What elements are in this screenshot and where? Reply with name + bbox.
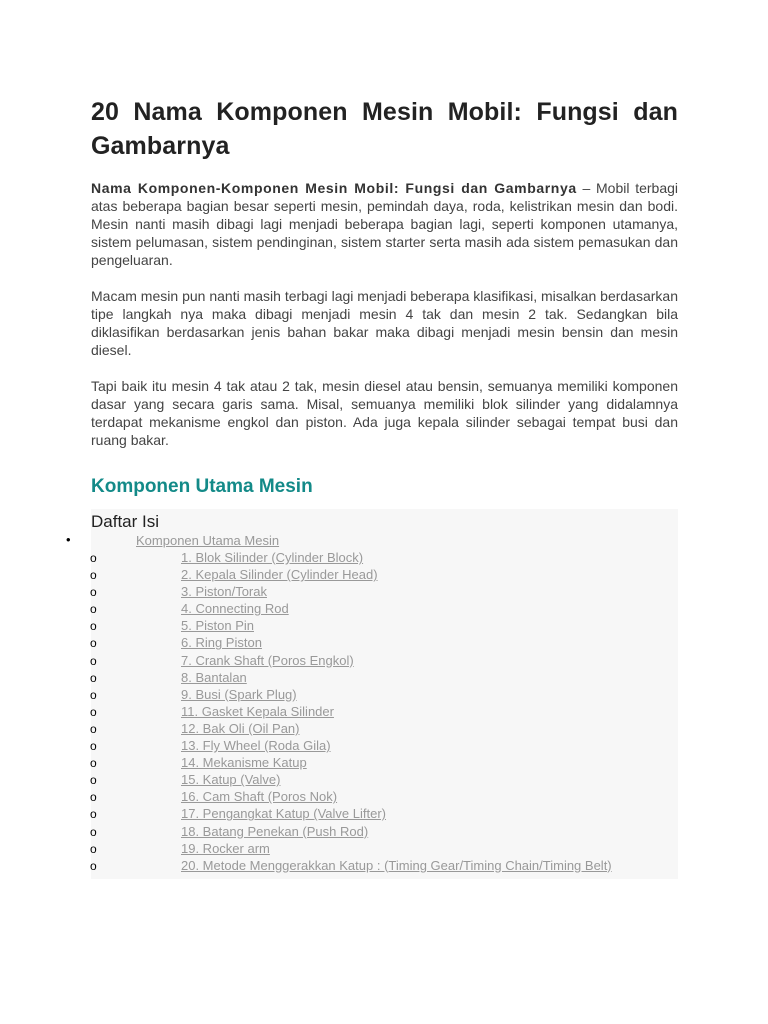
toc-item xyxy=(91,841,678,858)
article xyxy=(66,95,678,879)
toc-top-item xyxy=(66,532,678,550)
toc-item xyxy=(91,858,678,875)
toc-link[interactable]: 3. Piston/Torak xyxy=(181,584,267,600)
toc-item xyxy=(91,772,678,789)
toc-item xyxy=(91,635,678,652)
circle-bullet-icon: o xyxy=(90,670,97,685)
circle-bullet-icon: o xyxy=(90,739,97,754)
toc-item xyxy=(91,687,678,704)
circle-bullet-icon: o xyxy=(90,807,97,822)
circle-bullet-icon: o xyxy=(90,721,97,736)
toc-link[interactable]: 17. Pengangkat Katup (Valve Lifter) xyxy=(181,806,386,822)
toc-link[interactable]: 2. Kepala Silinder (Cylinder Head) xyxy=(181,567,378,583)
toc-item xyxy=(91,824,678,841)
table-of-contents xyxy=(66,509,678,879)
intro-rest-text: – Mobil terbagi atas beberapa bagian besar seperti mesin, pemindah daya, roda, kelistrikan mesin dan bodi. Mesin nanti masih dibagi lagi menjadi beberapa bagian lagi, seperti komponen utamanya, sistem pelumasan, sistem pendinginan, sistem starter serta masih ada sistem pemasukan dan pengeluaran. xyxy=(91,180,678,268)
toc-link[interactable]: 19. Rocker arm xyxy=(181,840,270,856)
toc-link[interactable]: 16. Cam Shaft (Poros Nok) xyxy=(181,789,338,805)
toc-link[interactable]: 9. Busi (Spark Plug) xyxy=(181,686,297,702)
circle-bullet-icon: o xyxy=(90,602,97,617)
toc-link[interactable]: 5. Piston Pin xyxy=(181,618,254,634)
circle-bullet-icon: o xyxy=(90,619,97,634)
circle-bullet-icon: o xyxy=(90,858,97,873)
toc-link-komponen-utama[interactable]: Komponen Utama Mesin xyxy=(136,533,280,548)
circle-bullet-icon: o xyxy=(90,824,97,839)
section-heading: Komponen Utama Mesin xyxy=(91,476,313,497)
page-title: 20 Nama Komponen Mesin Mobil: Fungsi dan Gambarnya xyxy=(91,98,678,160)
toc-item xyxy=(91,670,678,687)
toc-item xyxy=(91,601,678,618)
intro-paragraph xyxy=(91,179,678,269)
circle-bullet-icon: o xyxy=(90,551,97,565)
toc-item xyxy=(91,789,678,806)
toc-link[interactable]: 14. Mekanisme Katup xyxy=(181,755,307,771)
toc-item xyxy=(91,567,678,584)
toc-link[interactable]: 12. Bak Oli (Oil Pan) xyxy=(181,720,300,736)
toc-item xyxy=(91,738,678,755)
paragraph-3: Tapi baik itu mesin 4 tak atau 2 tak, mesin diesel atau bensin, semuanya memiliki komponen dasar yang secara garis sama. Misal, semuanya memiliki blok silinder yang didalamnya terdapat mekanisme engkol dan piston. Ada juga kepala silinder sebagai tempat busi dan ruang bakar. xyxy=(91,378,678,448)
toc-item xyxy=(91,584,678,601)
intro-strong-text: Nama Komponen-Komponen Mesin Mobil: Fungsi dan Gambarnya xyxy=(91,180,577,196)
toc-link[interactable]: 1. Blok Silinder (Cylinder Block) xyxy=(181,550,364,565)
toc-link[interactable]: 6. Ring Piston xyxy=(181,635,262,651)
circle-bullet-icon: o xyxy=(90,636,97,651)
toc-item xyxy=(91,755,678,772)
circle-bullet-icon: o xyxy=(90,687,97,702)
toc-link[interactable]: 18. Batang Penekan (Push Rod) xyxy=(181,823,369,839)
toc-list xyxy=(66,532,678,550)
toc-link[interactable]: 11. Gasket Kepala Silinder xyxy=(181,703,334,719)
circle-bullet-icon: o xyxy=(90,653,97,668)
toc-title: Daftar Isi xyxy=(91,512,160,531)
circle-bullet-icon: o xyxy=(90,790,97,805)
toc-link[interactable]: 4. Connecting Rod xyxy=(181,601,289,617)
toc-item xyxy=(91,550,678,567)
toc-link[interactable]: 20. Metode Menggerakkan Katup : (Timing Gear/Timing Chain/Timing Belt) xyxy=(181,857,612,873)
toc-link[interactable]: 7. Crank Shaft (Poros Engkol) xyxy=(181,652,354,668)
bullet-icon: • xyxy=(66,532,71,547)
circle-bullet-icon: o xyxy=(90,756,97,771)
toc-item xyxy=(91,653,678,670)
circle-bullet-icon: o xyxy=(90,585,97,600)
circle-bullet-icon: o xyxy=(90,704,97,719)
circle-bullet-icon: o xyxy=(90,568,97,583)
toc-sub-list xyxy=(91,550,678,875)
paragraph-2: Macam mesin pun nanti masih terbagi lagi menjadi beberapa klasifikasi, misalkan berdasarkan tipe langkah nya maka dibagi menjadi mesin 4 tak dan mesin 2 tak. Sedangkan bila diklasifikan berdasarkan jenis bahan bakar maka dibagi menjadi mesin bensin dan mesin diesel. xyxy=(91,288,678,358)
toc-link[interactable]: 8. Bantalan xyxy=(181,669,247,685)
toc-link[interactable]: 15. Katup (Valve) xyxy=(181,772,281,788)
circle-bullet-icon: o xyxy=(90,841,97,856)
toc-link[interactable]: 13. Fly Wheel (Roda Gila) xyxy=(181,738,331,754)
circle-bullet-icon: o xyxy=(90,773,97,788)
toc-item xyxy=(91,618,678,635)
toc-item xyxy=(91,806,678,823)
toc-item xyxy=(91,704,678,721)
toc-item xyxy=(91,721,678,738)
